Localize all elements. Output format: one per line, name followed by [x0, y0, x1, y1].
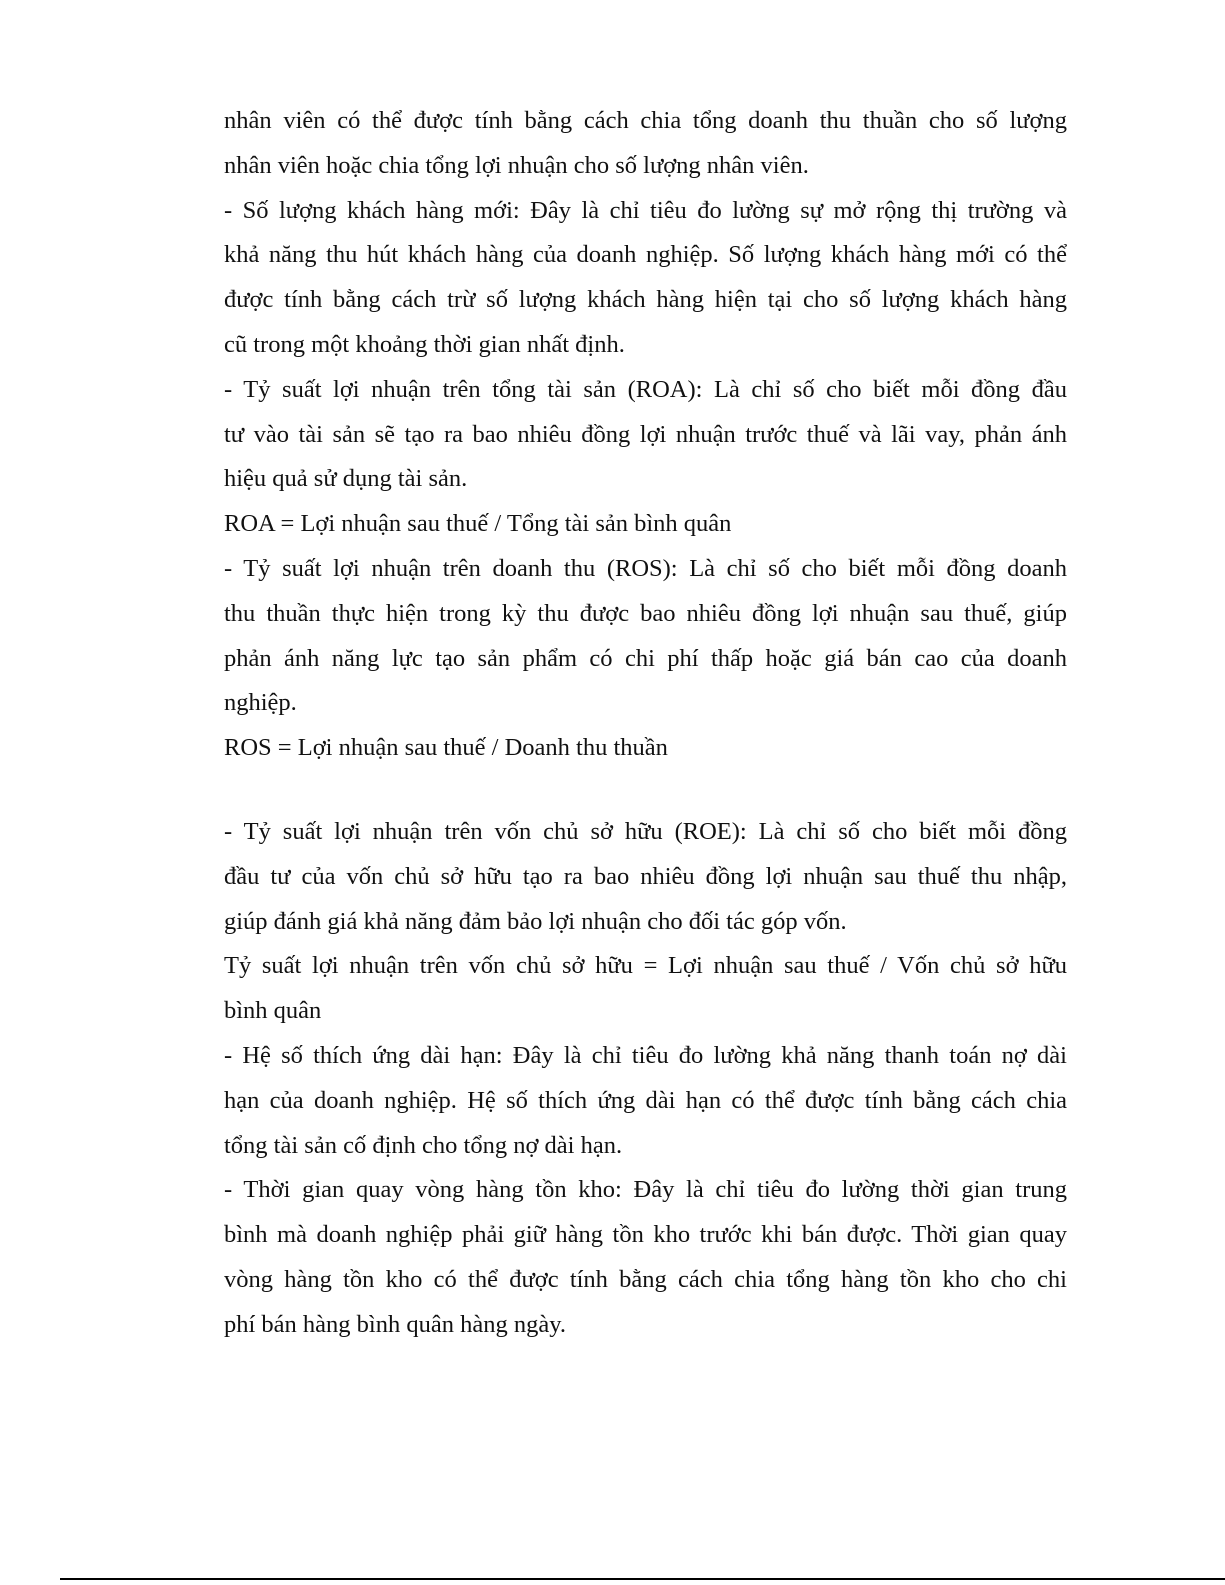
- document-page: [224, 99, 1067, 1348]
- text-line: - Tỷ suất lợi nhuận trên vốn chủ sở hữu (ROE): Là chỉ số cho biết mỗi đồng: [224, 817, 1067, 845]
- paragraph-gap: [224, 771, 1067, 810]
- text-line: - Số lượng khách hàng mới: Đây là chỉ tiêu đo lường sự mở rộng thị trường và: [224, 196, 1067, 224]
- text-line: bình mà doanh nghiệp phải giữ hàng tồn kho trước khi bán được. Thời gian quay: [224, 1221, 1067, 1249]
- formula-roe: Tỷ suất lợi nhuận trên vốn chủ sở hữu = Lợi nhuận sau thuế / Vốn chủ sở hữu: [224, 952, 1067, 980]
- page-bottom-border: [60, 1578, 1225, 1580]
- text-line: nghiệp.: [224, 689, 297, 717]
- text-line: - Tỷ suất lợi nhuận trên doanh thu (ROS): Là chỉ số cho biết mỗi đồng doanh: [224, 554, 1067, 582]
- formula-roa: ROA = Lợi nhuận sau thuế / Tổng tài sản bình quân: [224, 510, 732, 538]
- text-line: nhân viên có thể được tính bằng cách chia tổng doanh thu thuần cho số lượng: [224, 107, 1067, 134]
- text-line: vòng hàng tồn kho có thể được tính bằng cách chia tổng hàng tồn kho cho chi: [224, 1265, 1067, 1293]
- formula-ros: ROS = Lợi nhuận sau thuế / Doanh thu thuần: [224, 734, 668, 762]
- text-line: - Hệ số thích ứng dài hạn: Đây là chỉ tiêu đo lường khả năng thanh toán nợ dài: [224, 1041, 1067, 1069]
- text-line: được tính bằng cách trừ số lượng khách hàng hiện tại cho số lượng khách hàng: [224, 286, 1067, 314]
- text-line: tổng tài sản cố định cho tổng nợ dài hạn.: [224, 1131, 623, 1159]
- text-line: - Tỷ suất lợi nhuận trên tổng tài sản (ROA): Là chỉ số cho biết mỗi đồng đầu: [224, 375, 1067, 403]
- text-line: đầu tư của vốn chủ sở hữu tạo ra bao nhiêu đồng lợi nhuận sau thuế thu nhập,: [224, 862, 1067, 890]
- text-line: phí bán hàng bình quân hàng ngày.: [224, 1310, 567, 1338]
- text-line: thu thuần thực hiện trong kỳ thu được bao nhiêu đồng lợi nhuận sau thuế, giúp: [224, 599, 1067, 627]
- text-line: cũ trong một khoảng thời gian nhất định.: [224, 330, 625, 358]
- text-line: giúp đánh giá khả năng đảm bảo lợi nhuận cho đối tác góp vốn.: [224, 907, 847, 935]
- text-line: phản ánh năng lực tạo sản phẩm có chi phí thấp hoặc giá bán cao của doanh: [224, 644, 1067, 672]
- text-line: nhân viên hoặc chia tổng lợi nhuận cho số lượng nhân viên.: [224, 151, 809, 179]
- text-line: - Thời gian quay vòng hàng tồn kho: Đây là chỉ tiêu đo lường thời gian trung: [224, 1176, 1067, 1204]
- text-line: tư vào tài sản sẽ tạo ra bao nhiêu đồng lợi nhuận trước thuế và lãi vay, phản ánh: [224, 420, 1067, 448]
- text-line: bình quân: [224, 997, 322, 1025]
- text-line: hiệu quả sử dụng tài sản.: [224, 465, 468, 493]
- text-line: khả năng thu hút khách hàng của doanh nghiệp. Số lượng khách hàng mới có thể: [224, 241, 1067, 269]
- text-line: hạn của doanh nghiệp. Hệ số thích ứng dài hạn có thể được tính bằng cách chia: [224, 1086, 1067, 1114]
